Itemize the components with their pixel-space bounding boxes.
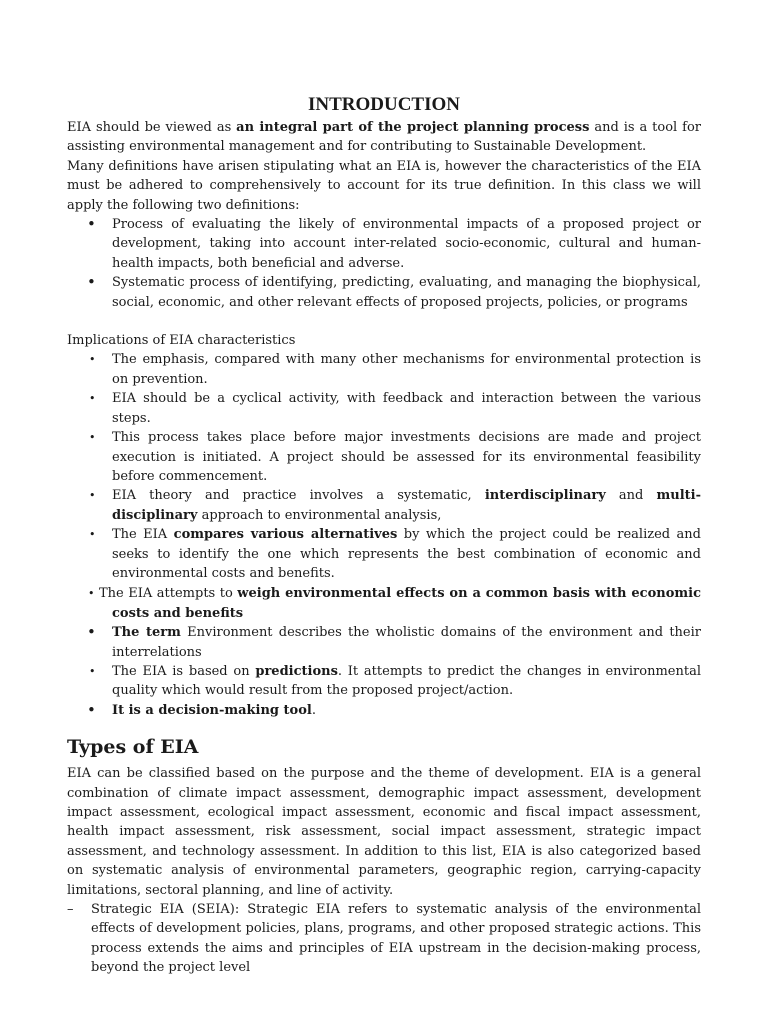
section-heading-types: Types of EIA [67,736,199,759]
bullet-icon: • [89,392,96,406]
list-item: • EIA should be a cyclical activity, with feedback and interaction between the various steps. [89,391,701,426]
dash-icon: – [67,902,74,918]
bullet-icon: • [87,215,96,234]
list-item: • The EIA attempts to weigh environmental effects on a common basis with economic costs and benefits [88,586,701,621]
intro-paragraph-1: EIA should be viewed as an integral part of the project planning process and is a tool for assisting environmental management and for contributing to Sustainable Development. [67,120,701,155]
implications-heading: Implications of EIA characteristics [67,333,296,349]
implications-list [67,350,701,720]
list-item: • Systematic process of identifying, predicting, evaluating, and managing the biophysical, social, economic, and other relevant effects of proposed projects, policies, or programs [87,273,701,310]
bullet-icon: • [89,528,96,542]
list-item: • The EIA compares various alternatives by which the project could be realized and seeks to identify the one which represents the best combination of economic and environmental costs and benefits. [89,527,701,581]
types-list [67,900,701,978]
list-item: • The EIA is based on predictions. It attempts to predict the changes in environmental quality which would result from the proposed project/action. [89,663,701,699]
list-item: – Strategic EIA (SEIA): Strategic EIA refers to systematic analysis of the environmental effects of development policies, plans, programs, and other proposed strategic actions. This process extends the aims and principles of EIA upstream in the decision-making process, beyond the project level [67,902,701,976]
list-item: • Process of evaluating the likely of environmental impacts of a proposed project or development, taking into account inter-related socio-economic, cultural and human-health impacts, both beneficial and adverse. [87,215,701,271]
bullet-icon: • [87,623,96,642]
list-item: • This process takes place before major investments decisions are made and project execution is initiated. A project should be assessed for its environmental feasibility before commencement. [89,430,701,484]
spacer [67,312,701,331]
definitions-list [67,215,701,312]
intro-paragraph-2: Many definitions have arisen stipulating what an EIA is, however the characteristics of the EIA must be adhered to comprehensively to account for its true definition. In this class we will apply the following two definitions: [67,158,701,213]
list-item: • The emphasis, compared with many other mechanisms for environmental protection is on prevention. [89,352,701,387]
bullet-icon: • [88,587,95,601]
list-item: • It is a decision-making tool. [87,700,316,719]
bullet-icon: • [89,489,96,503]
bullet-icon: • [89,664,96,678]
list-item: • EIA theory and practice involves a systematic, interdisciplinary and multi-disciplinary approach to environmental analysis, [89,488,702,523]
list-item: • The term Environment describes the wholistic domains of the environment and their interrelations [87,623,701,660]
bullet-icon: • [87,273,96,292]
bullet-icon: • [89,353,96,367]
bullet-icon: • [89,431,96,445]
page-title: INTRODUCTION [307,94,461,115]
bullet-icon: • [87,700,96,719]
page-content [67,92,701,978]
bold-phrase: an integral part of the project planning process [236,120,590,135]
types-paragraph: EIA can be classified based on the purpose and the theme of development. EIA is a general combination of climate impact assessment, demographic impact assessment, development impact assessment, ecological impact assessment, economic and fiscal impact assessment, health impact assessment, risk assessment, social impact assessment, strategic impact assessment, and technology assessment. In addition to this list, EIA is also categorized based on systematic analysis of environmental parameters, geographic region, carrying-capacity limitations, sectoral planning, and line of activity. [67,766,701,898]
